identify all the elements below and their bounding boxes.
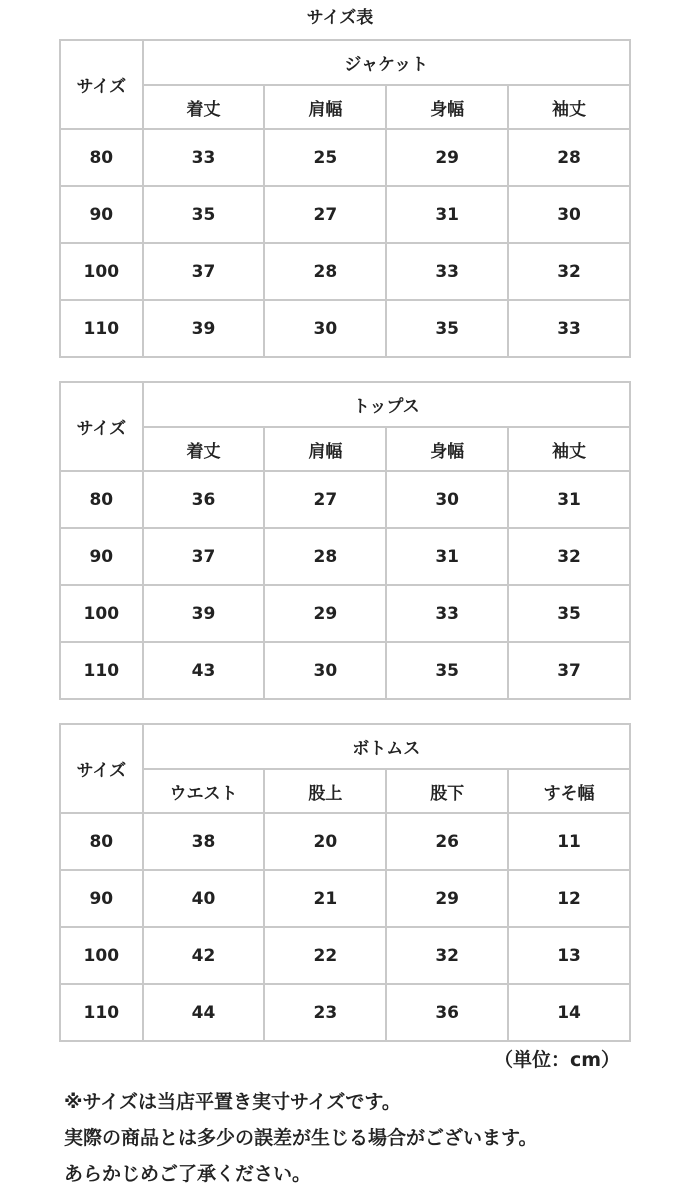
- value-cell: 31: [508, 471, 630, 528]
- value-cell: 32: [386, 927, 508, 984]
- table-row: [60, 642, 630, 699]
- value-cell: 39: [143, 300, 265, 357]
- size-cell: 90: [60, 870, 143, 927]
- value-cell: 35: [143, 186, 265, 243]
- table-row: [60, 870, 630, 927]
- table-row: [60, 471, 630, 528]
- value-cell: 31: [386, 528, 508, 585]
- column-header: ウエスト: [143, 769, 265, 813]
- value-cell: 42: [143, 927, 265, 984]
- table-row: [60, 528, 630, 585]
- size-header: サイズ: [60, 724, 143, 813]
- value-cell: 30: [264, 300, 386, 357]
- value-cell: 38: [143, 813, 265, 870]
- size-header: サイズ: [60, 40, 143, 129]
- value-cell: 37: [143, 528, 265, 585]
- table-row: [60, 300, 630, 357]
- value-cell: 35: [386, 300, 508, 357]
- column-header: 身幅: [386, 427, 508, 471]
- value-cell: 12: [508, 870, 630, 927]
- category-header: トップス: [143, 382, 630, 427]
- table-row: [60, 813, 630, 870]
- column-header: 袖丈: [508, 85, 630, 129]
- note-line: 実際の商品とは多少の誤差が生じる場合がございます。: [64, 1127, 538, 1149]
- value-cell: 33: [386, 585, 508, 642]
- value-cell: 33: [386, 243, 508, 300]
- value-cell: 32: [508, 243, 630, 300]
- note-line: ※サイズは当店平置き実寸サイズです。: [64, 1091, 401, 1113]
- category-header: ボトムス: [143, 724, 630, 769]
- value-cell: 29: [386, 129, 508, 186]
- value-cell: 36: [143, 471, 265, 528]
- table-row: [60, 585, 630, 642]
- value-cell: 35: [508, 585, 630, 642]
- size-cell: 110: [60, 642, 143, 699]
- value-cell: 23: [264, 984, 386, 1041]
- size-cell: 100: [60, 927, 143, 984]
- category-header: ジャケット: [143, 40, 630, 85]
- value-cell: 28: [508, 129, 630, 186]
- value-cell: 28: [264, 528, 386, 585]
- unit-note: （単位：cm）: [494, 1049, 621, 1071]
- size-cell: 110: [60, 984, 143, 1041]
- size-cell: 80: [60, 129, 143, 186]
- value-cell: 14: [508, 984, 630, 1041]
- column-header: 股下: [386, 769, 508, 813]
- table-row: [60, 984, 630, 1041]
- value-cell: 28: [264, 243, 386, 300]
- size-cell: 110: [60, 300, 143, 357]
- value-cell: 44: [143, 984, 265, 1041]
- value-cell: 30: [264, 642, 386, 699]
- value-cell: 21: [264, 870, 386, 927]
- size-cell: 80: [60, 813, 143, 870]
- value-cell: 22: [264, 927, 386, 984]
- value-cell: 39: [143, 585, 265, 642]
- value-cell: 37: [508, 642, 630, 699]
- column-header: すそ幅: [508, 769, 630, 813]
- table-row: [60, 186, 630, 243]
- page-title: サイズ表: [306, 8, 374, 28]
- value-cell: 31: [386, 186, 508, 243]
- value-cell: 33: [508, 300, 630, 357]
- column-header: 着丈: [143, 85, 265, 129]
- table-row: [60, 927, 630, 984]
- tops-size-table: [59, 381, 631, 700]
- column-header: 肩幅: [264, 85, 386, 129]
- value-cell: 27: [264, 186, 386, 243]
- bottoms-size-table: [59, 723, 631, 1042]
- column-header: 着丈: [143, 427, 265, 471]
- value-cell: 29: [264, 585, 386, 642]
- value-cell: 29: [386, 870, 508, 927]
- size-cell: 80: [60, 471, 143, 528]
- size-cell: 100: [60, 243, 143, 300]
- column-header: 袖丈: [508, 427, 630, 471]
- size-header: サイズ: [60, 382, 143, 471]
- value-cell: 36: [386, 984, 508, 1041]
- value-cell: 37: [143, 243, 265, 300]
- value-cell: 32: [508, 528, 630, 585]
- value-cell: 11: [508, 813, 630, 870]
- jacket-size-table: [59, 39, 631, 358]
- table-row: [60, 243, 630, 300]
- note-line: あらかじめご了承ください。: [64, 1163, 312, 1185]
- column-header: 肩幅: [264, 427, 386, 471]
- column-header: 股上: [264, 769, 386, 813]
- column-header: 身幅: [386, 85, 508, 129]
- notes: [64, 1084, 684, 1192]
- value-cell: 20: [264, 813, 386, 870]
- value-cell: 26: [386, 813, 508, 870]
- value-cell: 25: [264, 129, 386, 186]
- table-row: [60, 129, 630, 186]
- value-cell: 40: [143, 870, 265, 927]
- value-cell: 30: [386, 471, 508, 528]
- value-cell: 43: [143, 642, 265, 699]
- value-cell: 33: [143, 129, 265, 186]
- size-cell: 100: [60, 585, 143, 642]
- value-cell: 27: [264, 471, 386, 528]
- value-cell: 35: [386, 642, 508, 699]
- size-cell: 90: [60, 528, 143, 585]
- value-cell: 13: [508, 927, 630, 984]
- size-cell: 90: [60, 186, 143, 243]
- value-cell: 30: [508, 186, 630, 243]
